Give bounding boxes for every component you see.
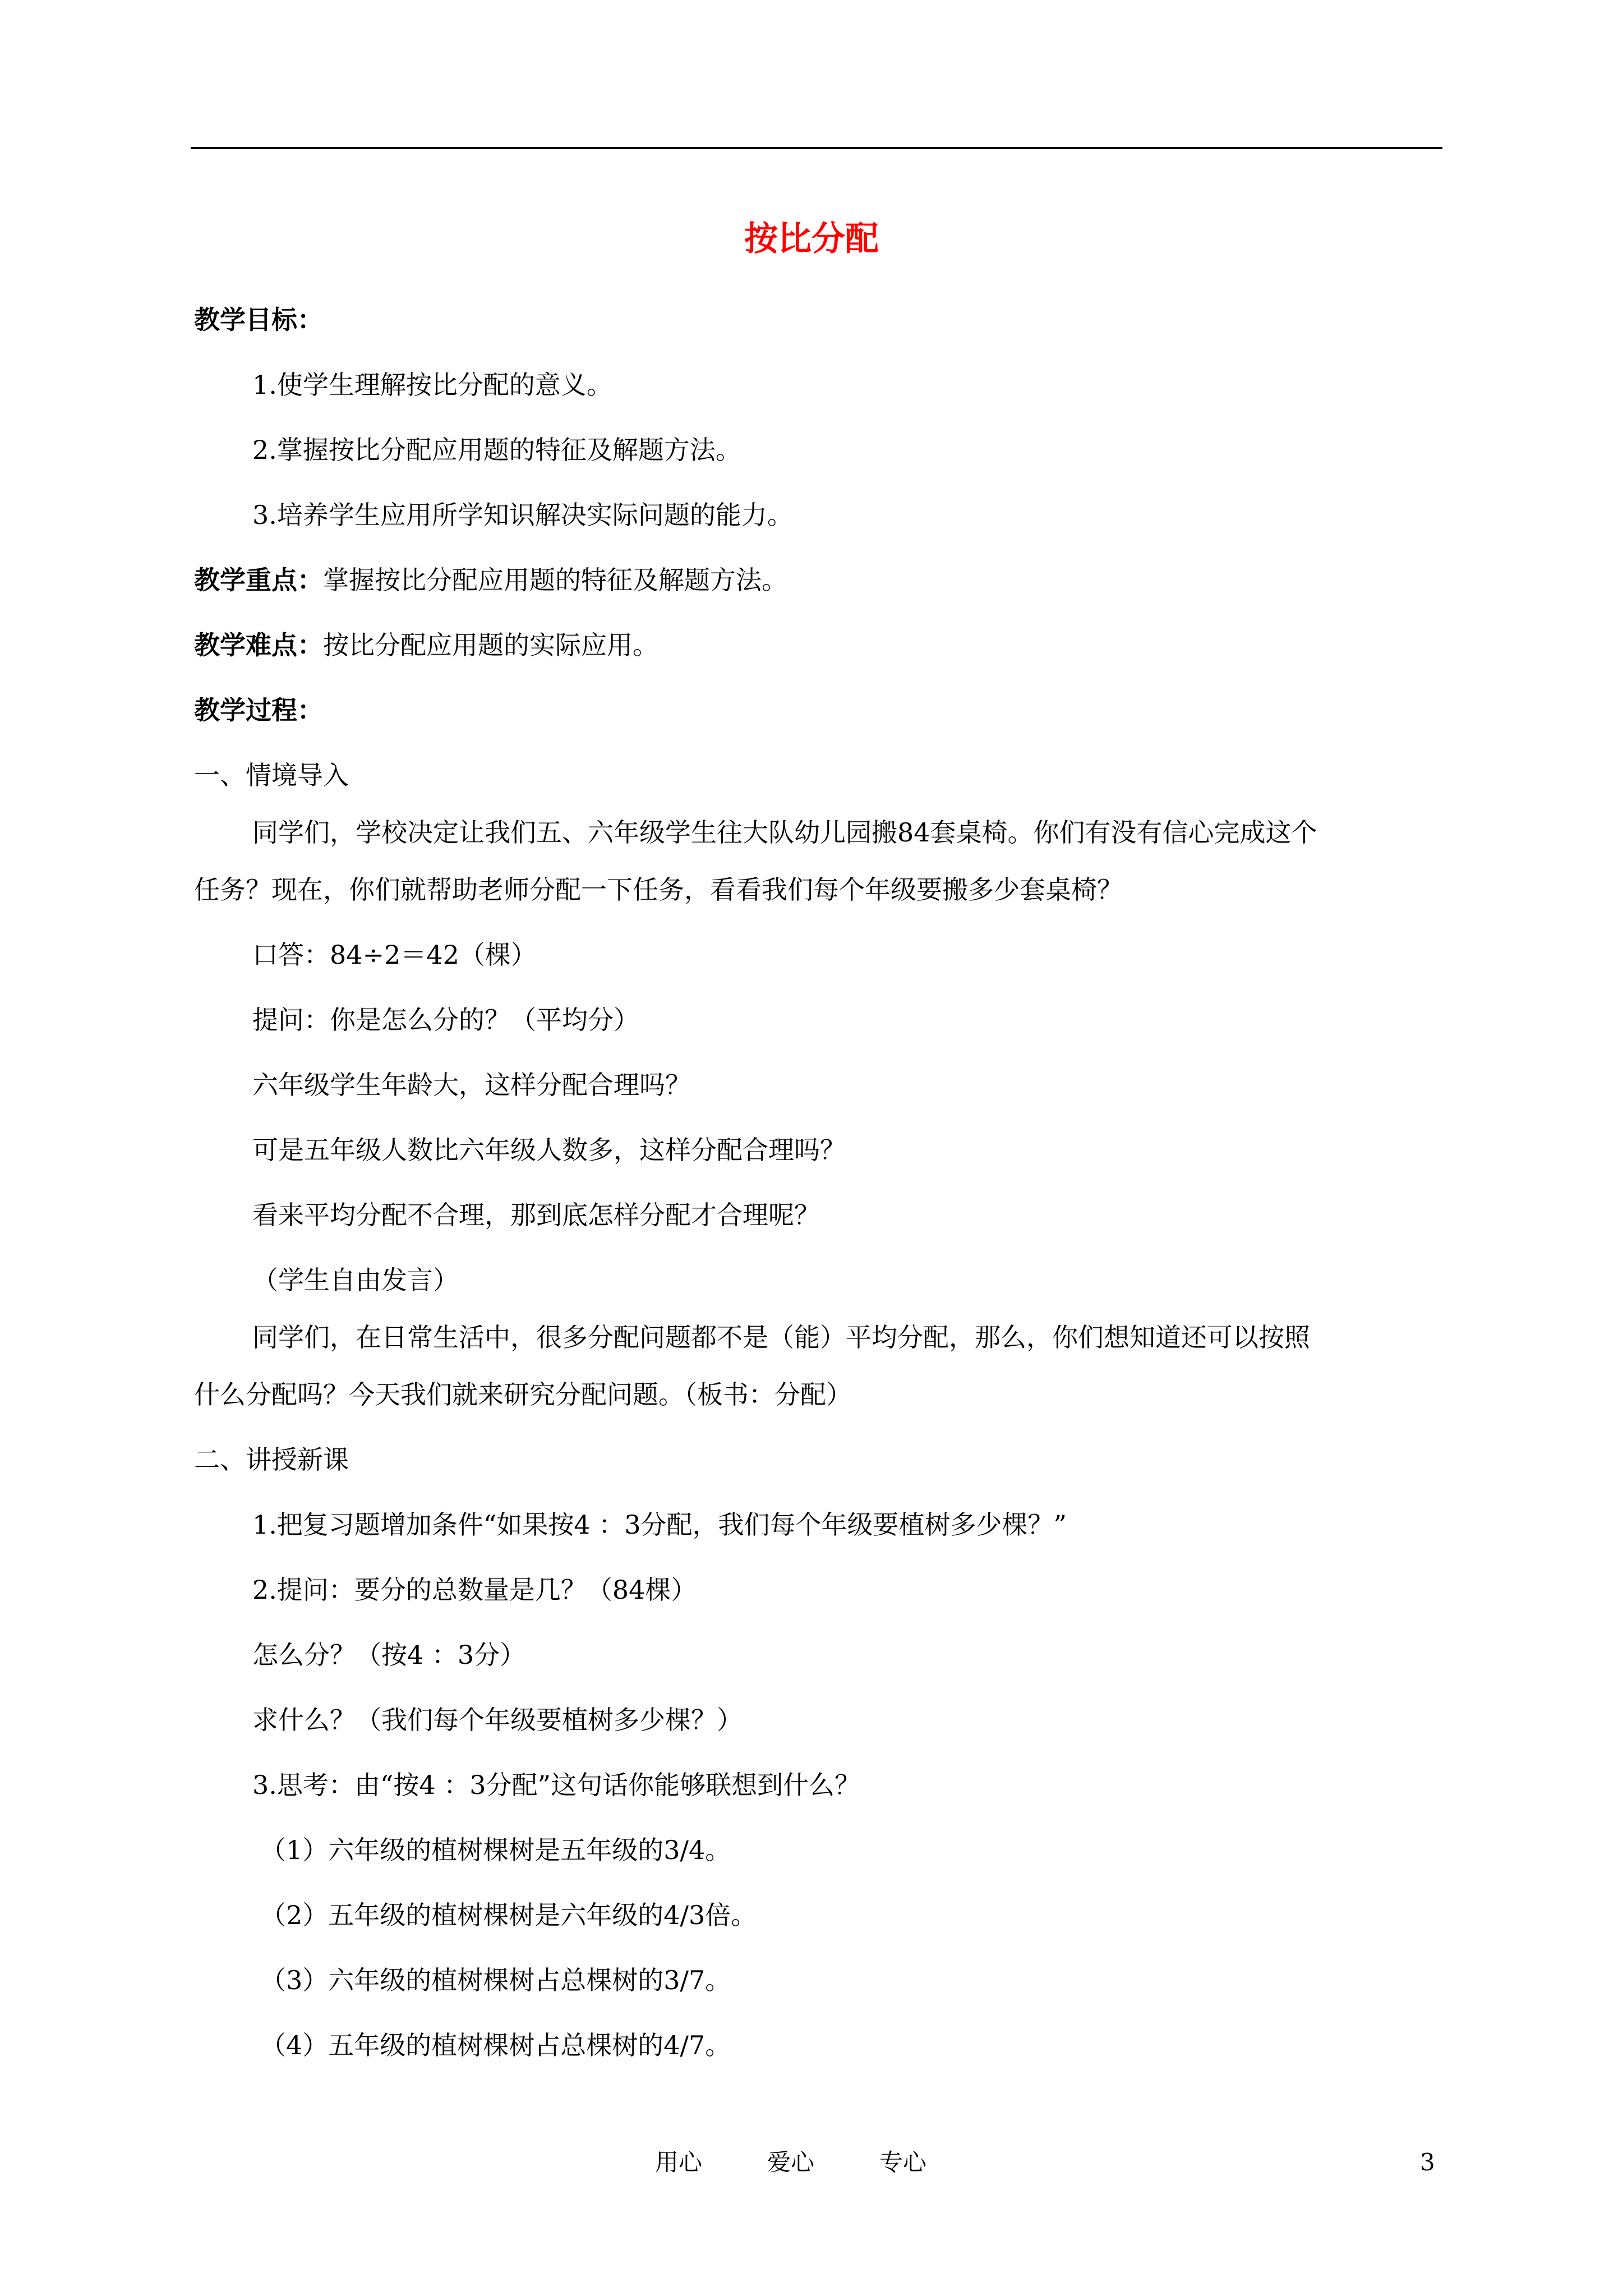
paragraph-line: 六年级学生年龄大，这样分配合理吗？: [252, 1070, 691, 1100]
objectives-heading: 教学目标：: [194, 305, 323, 335]
list-item: 2.提问：要分的总数量是几？（84棵）: [252, 1575, 697, 1605]
sub-list-item: （4）五年级的植树棵树占总棵树的4/7。: [260, 2030, 731, 2060]
paragraph-line: 看来平均分配不合理，那到底怎样分配才合理呢？: [252, 1200, 820, 1230]
footer-motto-word: 用心: [655, 2148, 703, 2176]
list-item: 3.思考：由“按4 ：3分配”这句话你能够联想到什么？: [252, 1770, 861, 1800]
paragraph-line: 任务？现在，你们就帮助老师分配一下任务，看看我们每个年级要搬多少套桌椅？: [194, 875, 1123, 905]
oral-answer: 口答：84÷2＝42（棵）: [252, 940, 537, 970]
question-line: 提问：你是怎么分的？（平均分）: [252, 1005, 639, 1035]
paragraph-line: （学生自由发言）: [252, 1265, 459, 1295]
objective-item: 2.掌握按比分配应用题的特征及解题方法。: [252, 435, 741, 465]
process-heading: 教学过程：: [194, 695, 323, 725]
footer-motto-word: 专心: [879, 2148, 927, 2176]
difficulty: [194, 613, 1445, 678]
paragraph-line: 什么分配吗？今天我们就来研究分配问题。（板书：分配）: [194, 1379, 852, 1410]
paragraph-line: 同学们，在日常生活中，很多分配问题都不是（能）平均分配，那么，你们想知道还可以按照: [252, 1322, 1310, 1352]
difficulty-label: 教学难点：: [194, 630, 323, 660]
sub-list-item: （1）六年级的植树棵树是五年级的3/4。: [260, 1835, 731, 1865]
document-body: [194, 287, 1445, 2078]
key-point-text: 掌握按比分配应用题的特征及解题方法。: [323, 565, 787, 595]
key-point-label: 教学重点：: [194, 565, 323, 595]
paragraph-line: 求什么？（我们每个年级要植树多少棵？）: [252, 1705, 743, 1735]
objective-item: 3.培养学生应用所学知识解决实际问题的能力。: [252, 500, 793, 530]
footer-motto-word: 爱心: [767, 2148, 815, 2176]
page-number: 3: [1420, 2148, 1435, 2176]
paragraph-line: 同学们，学校决定让我们五、六年级学生往大队幼儿园搬84套桌椅。你们有没有信心完成这个: [252, 817, 1317, 848]
sub-list-item: （3）六年级的植树棵树占总棵树的3/7。: [260, 1965, 731, 1995]
difficulty-text: 按比分配应用题的实际应用。: [323, 630, 658, 660]
page-title: 按比分配: [744, 219, 879, 259]
header-rule: [191, 147, 1442, 149]
footer-motto: [655, 2143, 926, 2182]
page-footer: [0, 2143, 1623, 2182]
objective-item: 1.使学生理解按比分配的意义。: [252, 370, 612, 400]
section-heading: 一、情境导入: [194, 760, 349, 790]
sub-list-item: （2）五年级的植树棵树是六年级的4/3倍。: [260, 1900, 757, 1930]
list-item: 1.把复习题增加条件“如果按4 ：3分配，我们每个年级要植树多少棵？”: [252, 1510, 1067, 1540]
key-point: [194, 547, 1445, 613]
section-heading: 二、讲授新课: [194, 1444, 349, 1475]
paragraph-line: 可是五年级人数比六年级人数多，这样分配合理吗？: [252, 1135, 846, 1165]
paragraph-line: 怎么分？（按4 ：3分）: [252, 1640, 526, 1670]
